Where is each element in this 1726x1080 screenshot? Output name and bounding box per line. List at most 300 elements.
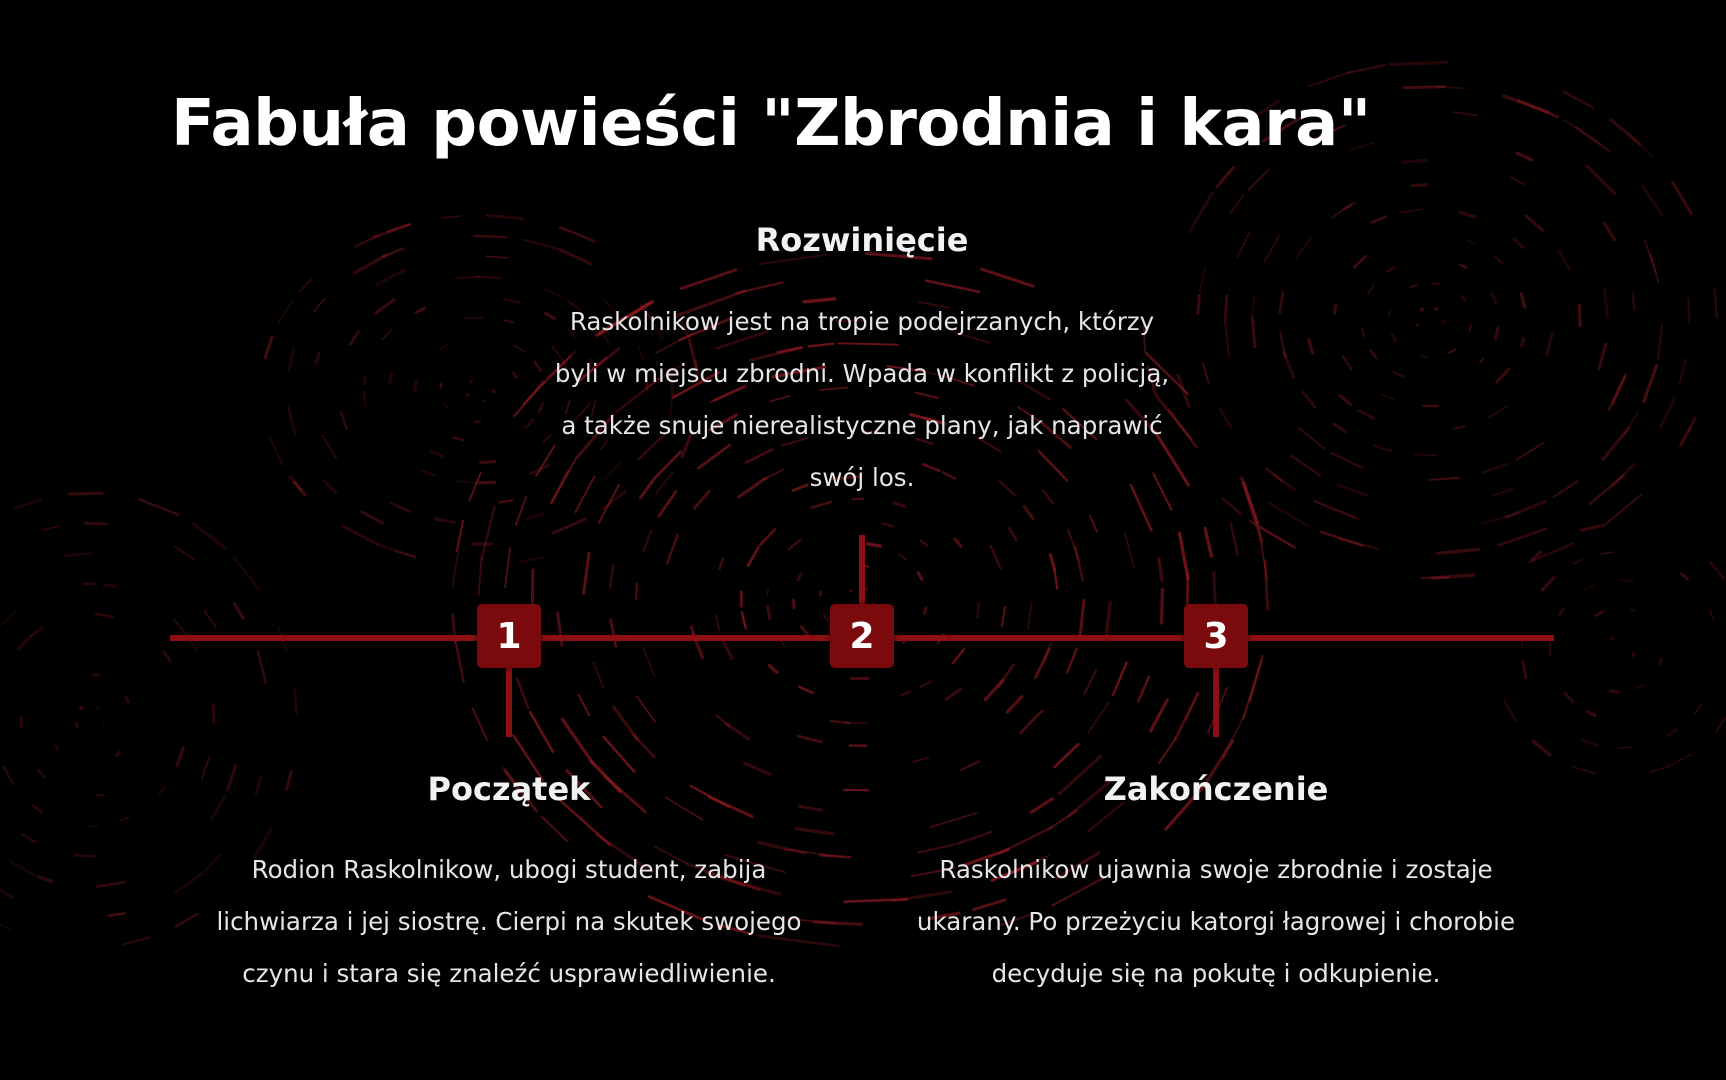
fingerprint-stroke	[1414, 455, 1437, 456]
fingerprint-stroke	[10, 862, 34, 876]
fingerprint-stroke	[176, 914, 198, 927]
fingerprint-stroke	[1223, 499, 1240, 514]
fingerprint-stroke	[562, 719, 592, 763]
fingerprint-stroke	[1637, 685, 1644, 689]
fingerprint-stroke	[1, 610, 17, 626]
fingerprint-stroke	[97, 882, 124, 886]
fingerprint-stroke	[1118, 663, 1126, 684]
fingerprint-stroke	[355, 255, 386, 272]
fingerprint-stroke	[797, 829, 833, 834]
fingerprint-stroke	[174, 620, 188, 636]
fingerprint-stroke	[1559, 251, 1569, 270]
fingerprint-stroke	[955, 539, 961, 546]
fingerprint-stroke	[1007, 697, 1021, 712]
page-title: Fabuła powieści "Zbrodnia i kara"	[171, 87, 1371, 161]
fingerprint-stroke	[1214, 572, 1215, 602]
fingerprint-stroke	[946, 689, 960, 699]
fingerprint-stroke	[1180, 533, 1189, 578]
fingerprint-stroke	[525, 240, 558, 249]
fingerprint-stroke	[1237, 233, 1249, 258]
fingerprint-stroke	[505, 320, 513, 322]
fingerprint-stroke	[164, 652, 171, 662]
fingerprint-stroke	[1392, 334, 1396, 341]
fingerprint-stroke	[1715, 289, 1717, 317]
fingerprint-stroke	[953, 649, 964, 663]
fingerprint-stroke	[116, 752, 119, 755]
fingerprint-stroke	[542, 817, 567, 841]
fingerprint-stroke	[1623, 580, 1633, 581]
fingerprint-stroke	[1055, 570, 1058, 589]
fingerprint-stroke	[1611, 638, 1613, 639]
stem-3	[1213, 665, 1219, 737]
fingerprint-stroke	[1225, 296, 1227, 320]
fingerprint-stroke	[1332, 453, 1363, 468]
fingerprint-stroke	[1162, 589, 1163, 623]
fingerprint-stroke	[1494, 489, 1513, 495]
fingerprint-stroke	[1673, 182, 1692, 214]
fingerprint-stroke	[0, 888, 12, 898]
fingerprint-stroke	[1495, 257, 1502, 264]
fingerprint-stroke	[383, 248, 404, 256]
fingerprint-stroke	[1217, 168, 1234, 187]
fingerprint-stroke	[140, 500, 179, 515]
fingerprint-stroke	[1644, 366, 1657, 402]
fingerprint-stroke	[458, 481, 474, 483]
fingerprint-stroke	[1296, 237, 1311, 258]
fingerprint-stroke	[526, 420, 534, 427]
fingerprint-stroke	[1650, 253, 1658, 282]
fingerprint-stroke	[204, 611, 216, 628]
fingerprint-stroke	[1603, 428, 1629, 459]
fingerprint-stroke	[1186, 694, 1198, 720]
fingerprint-stroke	[1009, 528, 1016, 540]
fingerprint-stroke	[431, 451, 443, 456]
fingerprint-stroke	[1430, 478, 1459, 480]
fingerprint-stroke	[1205, 529, 1211, 557]
fingerprint-stroke	[1159, 559, 1162, 580]
fingerprint-stroke	[1482, 513, 1519, 524]
fingerprint-stroke	[824, 615, 827, 620]
fingerprint-stroke	[213, 704, 214, 723]
fingerprint-stroke	[1372, 216, 1387, 222]
fingerprint-stroke	[1050, 555, 1054, 570]
fingerprint-stroke	[1438, 549, 1479, 553]
fingerprint-stroke	[720, 559, 724, 569]
fingerprint-stroke	[456, 520, 463, 551]
fingerprint-stroke	[1710, 562, 1724, 579]
fingerprint-stroke	[1461, 296, 1465, 301]
fingerprint-stroke	[1583, 741, 1597, 746]
fingerprint-stroke	[1169, 410, 1197, 448]
fingerprint-stroke	[982, 269, 1033, 286]
fingerprint-stroke	[1422, 309, 1423, 310]
fingerprint-stroke	[487, 215, 523, 218]
fingerprint-stroke	[1679, 359, 1685, 384]
fingerprint-stroke	[1590, 475, 1624, 504]
fingerprint-stroke	[1303, 392, 1315, 407]
fingerprint-stroke	[1633, 294, 1635, 309]
fingerprint-stroke	[1505, 701, 1516, 721]
fingerprint-stroke	[65, 553, 91, 555]
fingerprint-stroke	[486, 256, 508, 258]
fingerprint-stroke	[539, 404, 543, 412]
fingerprint-stroke	[388, 225, 410, 232]
fingerprint-stroke	[517, 678, 528, 708]
fingerprint-stroke	[415, 381, 416, 390]
fingerprint-stroke	[343, 526, 375, 543]
fingerprint-stroke	[300, 279, 312, 291]
fingerprint-stroke	[4, 767, 14, 784]
fingerprint-stroke	[1382, 394, 1395, 400]
fingerprint-stroke	[1269, 503, 1309, 526]
fingerprint-stroke	[1469, 325, 1471, 331]
fingerprint-stroke	[1220, 409, 1230, 427]
fingerprint-stroke	[175, 547, 194, 560]
fingerprint-stroke	[288, 407, 295, 435]
fingerprint-stroke	[899, 554, 907, 559]
fingerprint-stroke	[1265, 561, 1268, 609]
fingerprint-stroke	[1387, 267, 1394, 272]
fingerprint-stroke	[441, 384, 442, 388]
fingerprint-stroke	[23, 835, 35, 842]
fingerprint-stroke	[1178, 375, 1189, 407]
step-text-2: Raskolnikow jest na tropie podejrzanych, którzy byli w miejscu zbrodni. Wpada w konflikt z policją, a także snuje nierealistyczne plany, jak naprawić swój los.	[554, 307, 1170, 492]
fingerprint-stroke	[1523, 662, 1526, 678]
fingerprint-stroke	[1252, 318, 1254, 347]
fingerprint-stroke	[32, 628, 43, 636]
fingerprint-stroke	[377, 544, 415, 557]
fingerprint-stroke	[1460, 265, 1466, 268]
fingerprint-stroke	[1044, 643, 1051, 662]
fingerprint-stroke	[1417, 325, 1418, 326]
fingerprint-stroke	[1660, 399, 1674, 428]
fingerprint-stroke	[1604, 223, 1614, 240]
fingerprint-stroke	[1402, 209, 1423, 212]
fingerprint-stroke	[1643, 186, 1662, 215]
fingerprint-stroke	[1510, 177, 1524, 184]
fingerprint-stroke	[435, 519, 454, 522]
fingerprint-stroke	[160, 787, 166, 794]
fingerprint-stroke	[1299, 428, 1325, 449]
fingerprint-stroke	[1315, 501, 1357, 518]
fingerprint-stroke	[109, 913, 125, 916]
fingerprint-stroke	[43, 526, 59, 530]
fingerprint-stroke	[1250, 656, 1262, 701]
fingerprint-stroke	[1200, 268, 1205, 292]
fingerprint-stroke	[1252, 296, 1254, 317]
fingerprint-stroke	[479, 559, 482, 595]
fingerprint-stroke	[1084, 670, 1096, 695]
fingerprint-stroke	[633, 735, 654, 757]
fingerprint-stroke	[85, 523, 106, 524]
fingerprint-stroke	[681, 270, 735, 289]
fingerprint-stroke	[1203, 363, 1209, 383]
fingerprint-stroke	[1517, 153, 1532, 160]
fingerprint-stroke	[716, 716, 730, 727]
fingerprint-stroke	[19, 636, 31, 648]
fingerprint-stroke	[1514, 239, 1523, 247]
fingerprint-stroke	[636, 583, 637, 599]
fingerprint-stroke	[390, 374, 392, 382]
fingerprint-stroke	[453, 438, 463, 441]
fingerprint-stroke	[1483, 464, 1508, 473]
fingerprint-stroke	[1413, 185, 1428, 186]
fingerprint-stroke	[177, 748, 183, 766]
fingerprint-stroke	[1088, 702, 1109, 733]
fingerprint-stroke	[1198, 296, 1200, 314]
fingerprint-stroke	[799, 687, 812, 693]
fingerprint-stroke	[55, 745, 58, 749]
fingerprint-stroke	[924, 608, 925, 614]
fingerprint-stroke	[961, 761, 979, 770]
fingerprint-stroke	[544, 436, 551, 442]
fingerprint-stroke	[93, 675, 98, 676]
fingerprint-stroke	[324, 481, 336, 493]
fingerprint-stroke	[1433, 283, 1440, 284]
fingerprint-stroke	[505, 548, 510, 587]
fingerprint-stroke	[1650, 766, 1668, 772]
fingerprint-stroke	[798, 736, 822, 742]
fingerprint-stroke	[295, 482, 305, 494]
fingerprint-stroke	[553, 519, 585, 533]
fingerprint-stroke	[1090, 516, 1097, 532]
fingerprint-stroke	[527, 514, 544, 519]
fingerprint-stroke	[931, 813, 978, 827]
fingerprint-stroke	[1660, 659, 1662, 664]
fingerprint-stroke	[794, 600, 795, 608]
fingerprint-stroke	[1710, 611, 1713, 619]
fingerprint-stroke	[579, 695, 590, 716]
fingerprint-stroke	[1521, 294, 1524, 307]
fingerprint-stroke	[1291, 456, 1320, 476]
fingerprint-stroke	[265, 337, 272, 358]
fingerprint-stroke	[926, 281, 979, 292]
fingerprint-stroke	[1159, 739, 1176, 763]
fingerprint-stroke	[440, 345, 447, 349]
fingerprint-stroke	[1453, 112, 1477, 115]
fingerprint-stroke	[1309, 339, 1313, 353]
fingerprint-stroke	[96, 614, 113, 617]
fingerprint-stroke	[516, 497, 526, 525]
fingerprint-stroke	[1611, 691, 1619, 692]
fingerprint-stroke	[1574, 560, 1582, 564]
fingerprint-stroke	[1389, 310, 1390, 316]
fingerprint-stroke	[1526, 216, 1542, 230]
fingerprint-stroke	[1368, 285, 1374, 294]
fingerprint-stroke	[716, 615, 719, 630]
fingerprint-stroke	[1599, 344, 1606, 369]
fingerprint-stroke	[1002, 607, 1005, 626]
fingerprint-stroke	[234, 603, 243, 618]
step-text-3: Raskolnikow ujawnia swoje zbrodnie i zostaje ukarany. Po przeżyciu katorgi łagrowej i chorobie decyduje się na pokutę i odkupienie.	[916, 855, 1516, 988]
fingerprint-stroke	[742, 612, 746, 628]
fingerprint-stroke	[1554, 481, 1578, 497]
fingerprint-stroke	[977, 603, 979, 617]
fingerprint-stroke	[1604, 289, 1607, 317]
fingerprint-stroke	[1028, 602, 1031, 629]
fingerprint-stroke	[1055, 744, 1079, 767]
fingerprint-stroke	[1596, 612, 1603, 616]
fingerprint-stroke	[1231, 524, 1238, 554]
fingerprint-stroke	[467, 394, 468, 396]
fingerprint-stroke	[341, 412, 347, 428]
fingerprint-stroke	[482, 507, 495, 560]
fingerprint-stroke	[1390, 62, 1447, 64]
fingerprint-stroke	[1630, 135, 1652, 157]
fingerprint-stroke	[16, 500, 41, 509]
fingerprint-stroke	[798, 574, 801, 580]
fingerprint-stroke	[1021, 711, 1043, 733]
fingerprint-stroke	[1669, 755, 1691, 767]
fingerprint-stroke	[610, 565, 613, 588]
fingerprint-stroke	[316, 352, 319, 363]
fingerprint-stroke	[81, 708, 82, 709]
stem-1	[506, 665, 512, 737]
fingerprint-stroke	[1573, 767, 1595, 774]
fingerprint-stroke	[1607, 494, 1642, 523]
step-heading-1: Początek	[427, 770, 591, 808]
fingerprint-stroke	[667, 535, 678, 564]
fingerprint-stroke	[383, 330, 392, 340]
fingerprint-stroke	[194, 524, 225, 548]
fingerprint-stroke	[33, 806, 43, 813]
fingerprint-stroke	[391, 503, 410, 512]
fingerprint-stroke	[1321, 532, 1362, 546]
fingerprint-stroke	[831, 721, 849, 723]
fingerprint-stroke	[1138, 677, 1149, 701]
fingerprint-stroke	[470, 381, 472, 382]
fingerprint-stroke	[644, 531, 652, 551]
fingerprint-stroke	[913, 758, 928, 762]
fingerprint-stroke	[1309, 72, 1351, 86]
fingerprint-stroke	[474, 236, 507, 237]
fingerprint-stroke	[611, 620, 616, 647]
fingerprint-stroke	[314, 299, 324, 311]
fingerprint-stroke	[1681, 418, 1695, 445]
fingerprint-stroke	[865, 589, 867, 590]
fingerprint-stroke	[1559, 609, 1563, 615]
fingerprint-stroke	[69, 493, 102, 494]
fingerprint-stroke	[1522, 339, 1524, 346]
fingerprint-stroke	[1542, 578, 1554, 591]
fingerprint-stroke	[120, 817, 129, 821]
fingerprint-stroke	[1497, 369, 1509, 382]
fingerprint-stroke	[234, 557, 260, 590]
fingerprint-stroke	[1454, 426, 1465, 428]
fingerprint-stroke	[1587, 166, 1615, 194]
fingerprint-stroke	[1609, 377, 1625, 409]
fingerprint-stroke	[767, 589, 768, 596]
fingerprint-stroke	[1371, 351, 1376, 358]
fingerprint-stroke	[1151, 700, 1168, 731]
fingerprint-stroke	[377, 271, 405, 285]
fingerprint-stroke	[0, 920, 11, 930]
fingerprint-stroke	[723, 642, 732, 659]
fingerprint-stroke	[75, 855, 96, 856]
fingerprint-stroke	[1480, 358, 1484, 362]
fingerprint-stroke	[901, 692, 911, 696]
fingerprint-stroke	[1280, 293, 1283, 313]
fingerprint-stroke	[364, 376, 365, 384]
fingerprint-stroke	[1460, 213, 1474, 217]
fingerprint-stroke	[1533, 742, 1550, 755]
fingerprint-stroke	[918, 573, 922, 580]
fingerprint-stroke	[1633, 654, 1634, 656]
fingerprint-stroke	[821, 855, 851, 857]
fingerprint-stroke	[1230, 195, 1244, 213]
fingerprint-stroke	[1362, 329, 1364, 336]
fingerprint-stroke	[921, 540, 928, 546]
fingerprint-stroke	[364, 392, 366, 407]
step-marker-2: 2	[830, 604, 894, 668]
fingerprint-stroke	[513, 373, 517, 378]
fingerprint-stroke	[1067, 649, 1076, 672]
fingerprint-stroke	[991, 546, 1001, 569]
fingerprint-stroke	[593, 662, 603, 688]
fingerprint-stroke	[521, 558, 542, 562]
fingerprint-stroke	[1564, 92, 1593, 108]
fingerprint-stroke	[1518, 100, 1558, 116]
fingerprint-stroke	[1530, 544, 1574, 562]
fingerprint-stroke	[1024, 507, 1033, 519]
fingerprint-stroke	[1517, 443, 1544, 460]
fingerprint-stroke	[1449, 349, 1456, 353]
fingerprint-stroke	[96, 795, 103, 796]
fingerprint-stroke	[1584, 585, 1593, 590]
fingerprint-stroke	[76, 724, 77, 726]
stem-2	[859, 535, 865, 605]
fingerprint-stroke	[802, 627, 808, 635]
fingerprint-stroke	[1344, 203, 1355, 209]
fingerprint-stroke	[422, 471, 434, 476]
fingerprint-stroke	[1343, 356, 1352, 369]
fingerprint-stroke	[1499, 529, 1546, 545]
fingerprint-stroke	[1394, 372, 1404, 377]
fingerprint-stroke	[1488, 407, 1506, 418]
fingerprint-stroke	[760, 529, 775, 545]
fingerprint-stroke	[1658, 324, 1662, 359]
fingerprint-stroke	[469, 473, 480, 501]
fingerprint-stroke	[104, 585, 116, 587]
fingerprint-stroke	[1265, 236, 1279, 262]
fingerprint-stroke	[258, 652, 266, 683]
fingerprint-stroke	[481, 462, 495, 463]
fingerprint-stroke	[604, 737, 635, 772]
fingerprint-stroke	[1695, 705, 1701, 713]
fingerprint-stroke	[38, 877, 51, 882]
fingerprint-stroke	[789, 539, 801, 549]
fingerprint-stroke	[535, 362, 541, 371]
step-heading-3: Zakończenie	[1103, 770, 1329, 808]
fingerprint-stroke	[1668, 730, 1677, 736]
fingerprint-stroke	[278, 301, 292, 324]
fingerprint-stroke	[1579, 305, 1580, 326]
fingerprint-stroke	[1422, 356, 1427, 357]
fingerprint-stroke	[1190, 193, 1213, 232]
fingerprint-stroke	[769, 665, 777, 672]
fingerprint-stroke	[1080, 600, 1084, 634]
fingerprint-stroke	[1374, 446, 1391, 451]
fingerprint-stroke	[350, 332, 358, 345]
fingerprint-stroke	[323, 436, 337, 459]
fingerprint-stroke	[1602, 552, 1614, 554]
fingerprint-stroke	[748, 547, 758, 565]
fingerprint-stroke	[1248, 170, 1268, 190]
fingerprint-stroke	[584, 553, 589, 593]
fingerprint-stroke	[1340, 396, 1350, 405]
fingerprint-stroke	[768, 606, 770, 618]
fingerprint-stroke	[1125, 532, 1134, 567]
